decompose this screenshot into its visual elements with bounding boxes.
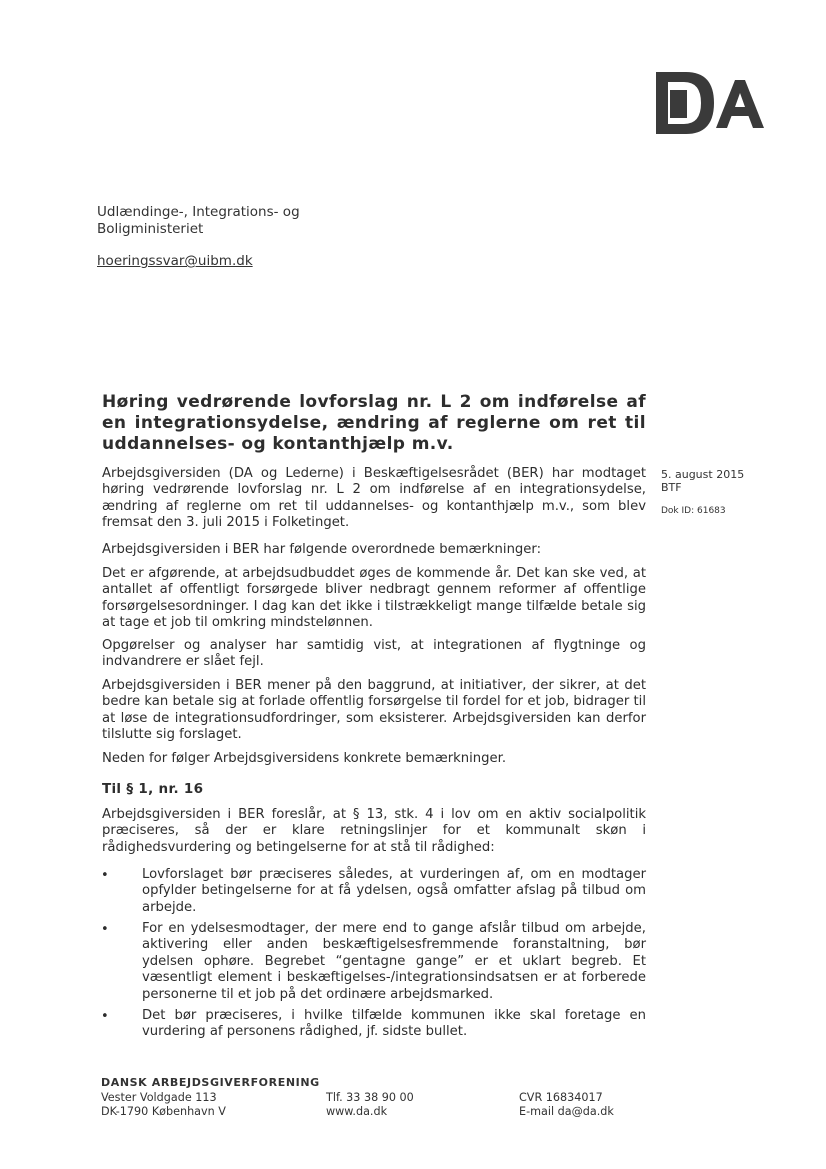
footer-city: DK-1790 København V [101, 1105, 226, 1118]
da-logo [656, 72, 764, 134]
footer-contact [326, 1091, 414, 1119]
logo-inner-block [670, 90, 687, 118]
footer-phone: Tlf. 33 38 90 00 [326, 1091, 414, 1104]
recipient-email-link[interactable]: hoeringssvar@uibm.dk [97, 253, 253, 269]
footer-web-link[interactable]: www.da.dk [326, 1105, 388, 1118]
footer-registry [519, 1091, 614, 1119]
bullet-item-2: For en ydelsesmodtager, der mere end to gange afslår tilbud om arbejde, aktivering eller anden beskæftigelsesfremmende foranstaltning, bør ydelsen ophøre. Begrebet “gentagne gange” er et uklart begreb. Et væsentligt element i beskæftigelses-/integrationsindsatsen er at forberede personerne til et job på det ordinære arbejdsmarked. [142, 921, 646, 1002]
footer-street: Vester Voldgade 113 [101, 1091, 217, 1104]
footer-organization: DANSK ARBEJDSGIVERFORENING [101, 1076, 320, 1089]
bullet-item-3: Det bør præciseres, i hvilke tilfælde kommunen ikke skal foretage en vurdering af personens rådighed, jf. sidste bullet. [142, 1008, 646, 1040]
paragraph-intro: Arbejdsgiversiden (DA og Lederne) i Beskæftigelsesrådet (BER) har modtaget høring vedrørende lovforslag nr. L 2 om indførelse af en integrationsydelse, ændring af reglerne om ret til uddannelses- og kontanthjælp m.v., som blev fremsat den 3. juli 2015 i Folketinget. [102, 466, 646, 531]
author-initials: BTF [661, 481, 682, 494]
section-intro: Arbejdsgiversiden i BER foreslår, at § 13, stk. 4 i lov om en aktiv socialpolitik præciseres, så der er klare retningslinjer for et kommunalt skøn i rådighedsvurdering og betingelserne for at stå til rådighed: [102, 807, 646, 855]
section-heading: Til § 1, nr. 16 [102, 781, 204, 797]
paragraph-labour-supply: Det er afgørende, at arbejdsudbuddet øges de kommende år. Det kan ske ved, at antallet af offentligt forsørgede bliver nedbragt gennem reformer af offentlige forsørgelsesordninger. I dag kan det ikke i tilstrækkeligt mange tilfælde betale sig at tage et job til omkring mindstelønnen. [102, 566, 646, 631]
footer-address [101, 1091, 226, 1119]
paragraph-overview: Arbejdsgiversiden i BER har følgende overordnede bemærkninger: [102, 542, 542, 557]
footer-cvr: CVR 16834017 [519, 1091, 603, 1104]
letter-date: 5. august 2015 [661, 468, 745, 481]
recipient-block [97, 204, 300, 238]
bullet-item-1: Lovforslaget bør præciseres således, at vurderingen af, om en modtager opfylder betingelserne for at få ydelsen, også omfatter afslag på tilbud om arbejde. [142, 867, 646, 915]
footer-email-link[interactable]: E-mail da@da.dk [519, 1105, 614, 1118]
logo-a-shape [716, 80, 764, 128]
recipient-line-1: Udlændinge-, Integrations- og [97, 204, 300, 220]
paragraph-integration: Opgørelser og analyser har samtidig vist, at integrationen af flygtninge og indvandrere er slået fejl. [102, 638, 646, 670]
paragraph-support: Arbejdsgiversiden i BER mener på den baggrund, at initiativer, der sikrer, at det bedre kan betale sig at forlade offentlig forsørgelse til fordel for et job, bidrager til at løse de integrationsudfordringer, som eksisterer. Arbejdsgiversiden kan derfor tilslutte sig forslaget. [102, 678, 646, 743]
bullet-marker: • [101, 922, 109, 937]
paragraph-remarks: Neden for følger Arbejdsgiversidens konkrete bemærkninger. [102, 751, 507, 766]
bullet-marker: • [101, 1009, 109, 1024]
document-id: Dok ID: 61683 [661, 506, 726, 516]
document-title: Høring vedrørende lovforslag nr. L 2 om indførelse af en integrationsydelse, ændring af reglerne om ret til uddannelses- og kontanthjælp m.v. [102, 392, 646, 454]
bullet-marker: • [101, 868, 109, 883]
recipient-line-2: Boligministeriet [97, 221, 204, 237]
